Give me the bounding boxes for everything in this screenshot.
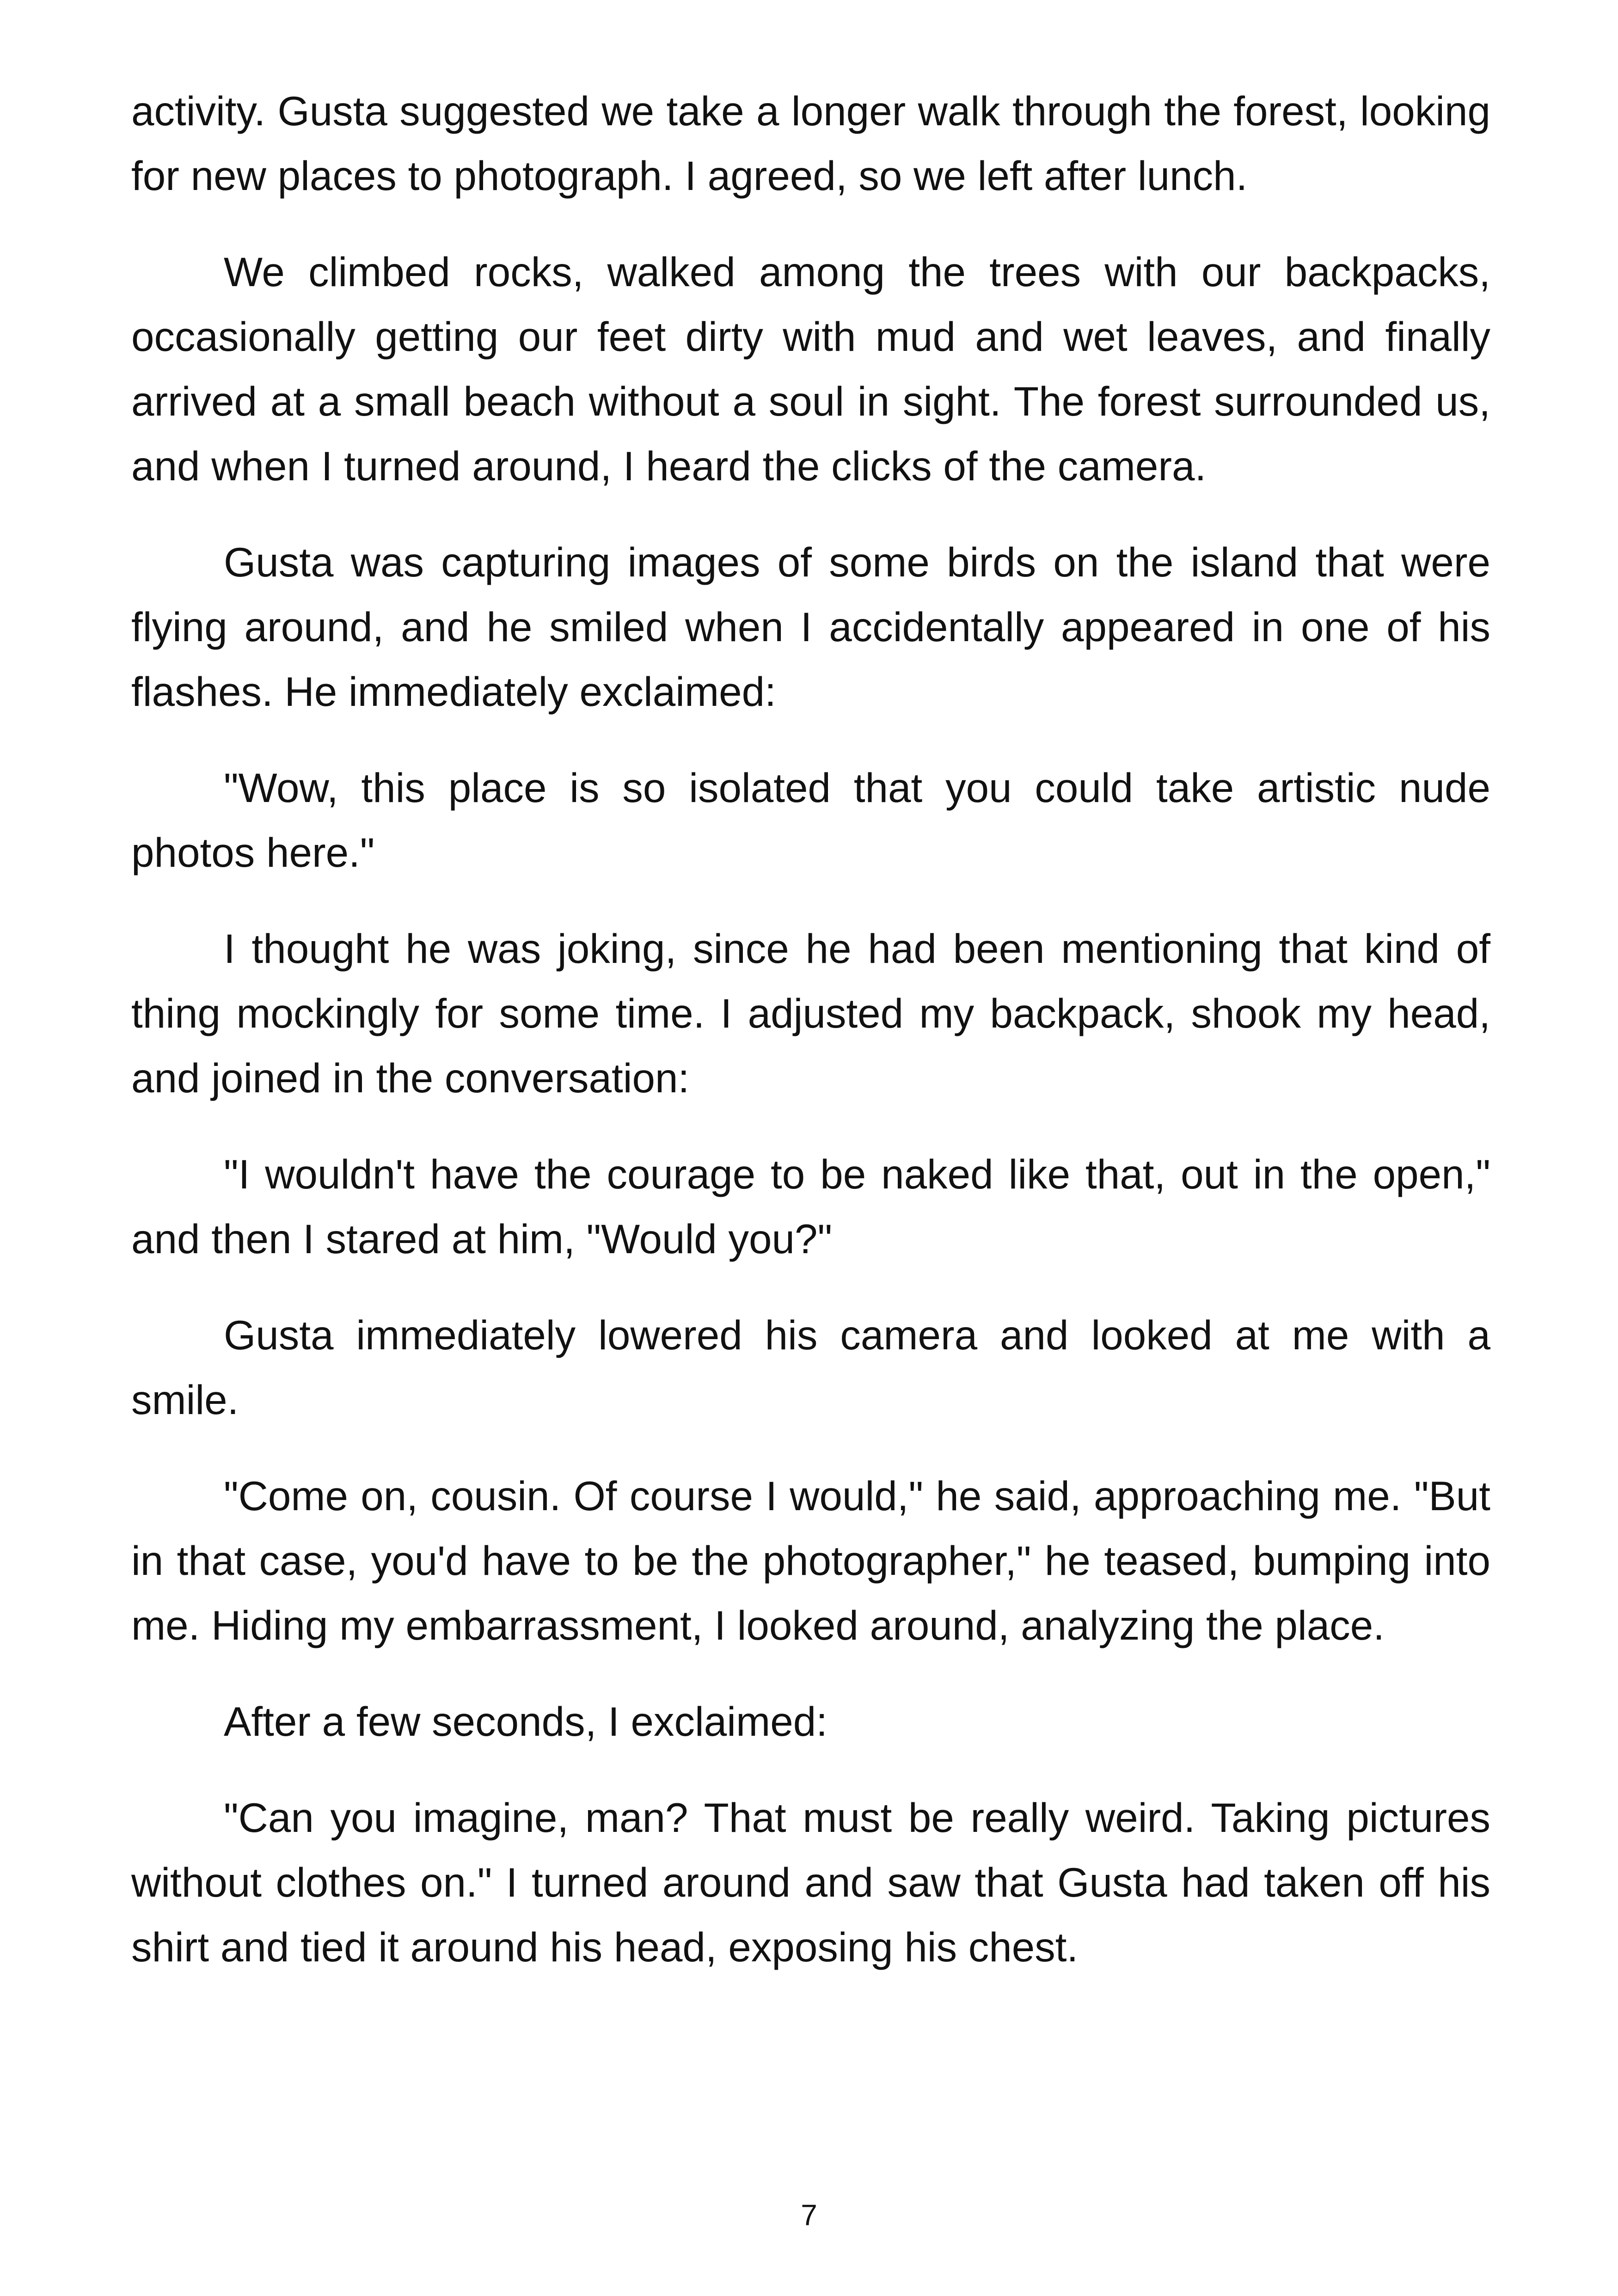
paragraph-7: Gusta immediately lowered his camera and looked at me with a smile. <box>131 1312 1490 1423</box>
paragraph-4: "Wow, this place is so isolated that you could take artistic nude photos here." <box>131 765 1490 876</box>
paragraph-3: Gusta was capturing images of some birds on the island that were flying around, and he smiled when I accidentally appeared in one of his flashes. He immediately exclaimed: <box>131 539 1490 715</box>
paragraph-5: I thought he was joking, since he had been mentioning that kind of thing mockingly for some time. I adjusted my backpack, shook my head, and joined in the conversation: <box>131 925 1490 1101</box>
paragraph-2: We climbed rocks, walked among the trees with our backpacks, occasionally getting our feet dirty with mud and wet leaves, and finally arrived at a small beach without a soul in sight. The forest surrounded us, and when I turned around, I heard the clicks of the camera. <box>131 249 1490 489</box>
paragraph-9: After a few seconds, I exclaimed: <box>224 1698 827 1745</box>
page-body <box>131 79 1490 2011</box>
paragraph-10: "Can you imagine, man? That must be really weird. Taking pictures without clothes on." I turned around and saw that Gusta had taken off his shirt and tied it around his head, exposing his chest. <box>131 1794 1490 1970</box>
page-number: 7 <box>801 2198 817 2232</box>
paragraph-8: "Come on, cousin. Of course I would," he said, approaching me. "But in that case, you'd have to be the photographer," he teased, bumping into me. Hiding my embarrassment, I looked around, analyzing the place. <box>131 1473 1490 1648</box>
paragraph-1: activity. Gusta suggested we take a longer walk through the forest, looking for new places to photograph. I agreed, so we left after lunch. <box>131 88 1490 199</box>
paragraph-6: "I wouldn't have the courage to be naked like that, out in the open," and then I stared at him, "Would you?" <box>131 1151 1490 1262</box>
